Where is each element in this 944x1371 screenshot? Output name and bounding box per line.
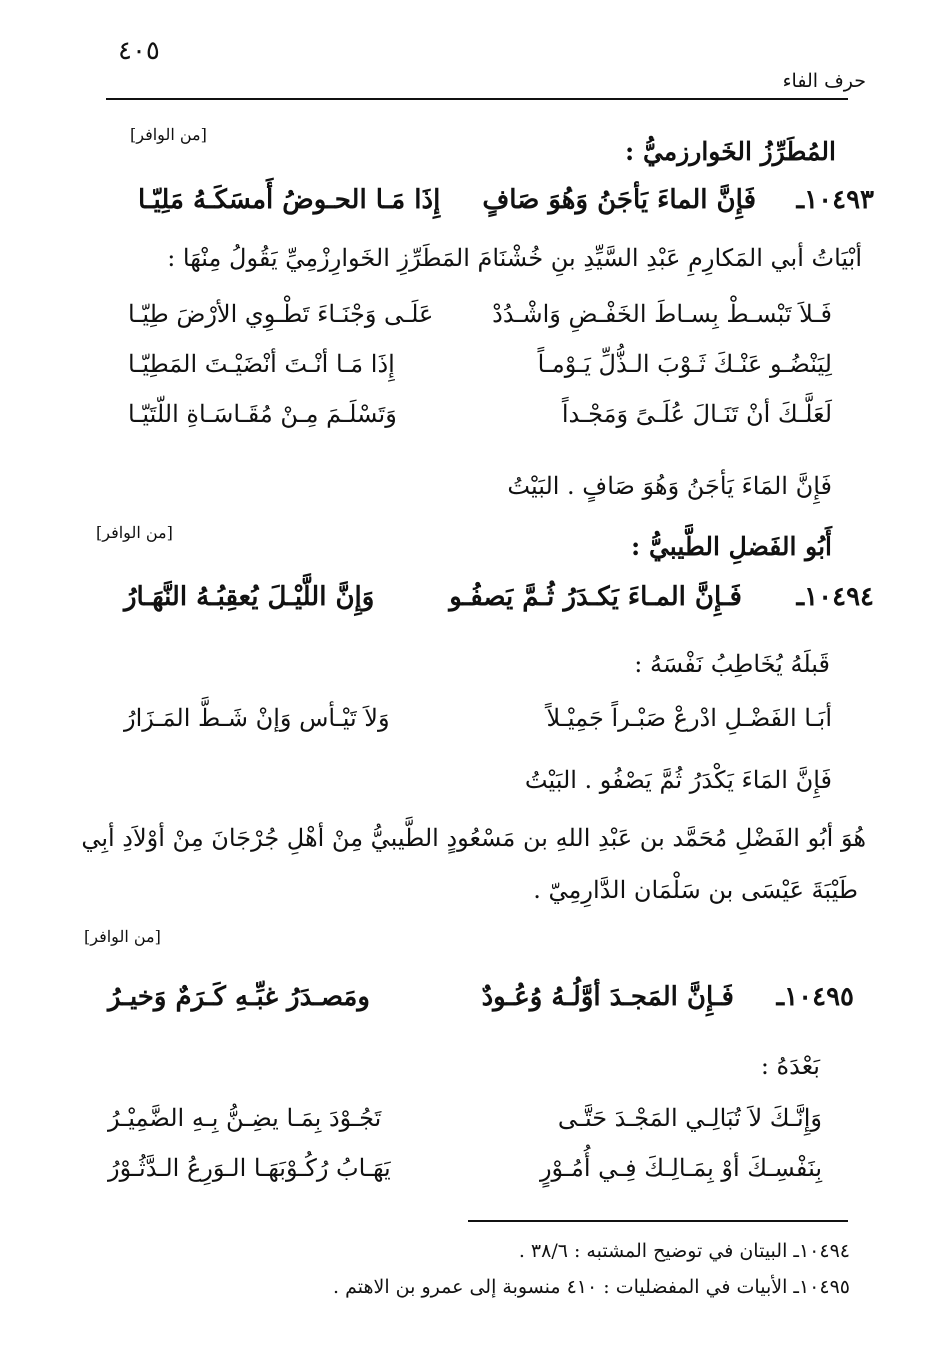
verse-line-right: لِيَنْضُـو عَنْـكَ ثَـوْبَ الـذُّلِّ يَـوْمـاً [537, 350, 832, 378]
footnote: ١٠٤٩٥ـ الأبيات في المفضليات : ٤١٠ منسوبة إلى عمرو بن الاهتم . [333, 1276, 850, 1298]
verse-number: ١٠٤٩٥ـ [776, 982, 854, 1012]
verse-hemistich-left: ومَصـدَرُ غبِّـهِ كَـرَمٌ وَخيـرُ [108, 982, 370, 1012]
page-number: ٤٠٥ [118, 36, 160, 66]
verse-line-left: وَتَسْلَـمَ مِـنْ مُقَـاسَـاةِ اللّتَيّـا [128, 400, 397, 428]
bio-text-line: هُوَ أبُو الفَضْلِ مُحَمَّد بن عَبْدِ اللهِ بن مَسْعُودٍ الطَّيبيُّ مِنْ أهْلِ جُرْجَانَ مِنْ أوْلاَدِ أبِي [81, 824, 866, 852]
verse-line-right: بِنَفْسِـكَ أوْ بِمَـالِـكَ فِـي أُمُـوْرٍ [539, 1154, 822, 1182]
section-title: حرف الفاء [782, 70, 866, 92]
footnote: ١٠٤٩٤ـ البيتان في توضيح المشتبه : ٣٨/٦ . [518, 1240, 850, 1262]
verse-line-left: عَلَـى وَجْنَـاءَ تَطْـوِي الأرْضَ طِيّـا [128, 300, 434, 328]
commentary-intro: قَبلَهُ يُخَاطِبُ نَفْسَهُ : [634, 650, 830, 678]
meter-label: [من الوافر] [84, 927, 161, 946]
verse-hemistich-right: فَـإِنَّ المـاءَ يَكـدَرُ ثُـمَّ يَصفُـو [449, 582, 742, 612]
verse-number: ١٠٤٩٤ـ [796, 582, 874, 612]
meter-label: [من الوافر] [130, 125, 207, 144]
verse-hemistich-left: وَإِنَّ اللَّيْـلَ يُعقِبُـهُ النَّهَـارُ [124, 582, 375, 612]
verse-line-left: تَجُـوْدَ بِمَـا يضِـنُّ بِـهِ الضَّمِيْـرُ [108, 1104, 382, 1132]
commentary-closing: فَإِنَّ المَاءَ يَأجَنُ وَهُوَ صَافٍ . البَيْتُ [507, 472, 832, 500]
commentary-closing: فَإِنَّ المَاءَ يَكْدَرُ ثُمَّ يَصْفُو . البَيْتُ [524, 766, 832, 794]
verse-hemistich-right: فَـإِنَّ المَجـدَ أوَّلُـهُ وُعُـودٌ [481, 982, 734, 1012]
poet-name: أَبُو الفَضلِ الطَّيبيُّ : [631, 532, 832, 561]
verse-line-right: فَـلاَ تَبْسـطْ بِسـاطَ الخَفْـضِ وَاشْـدُدْ [492, 300, 832, 328]
verse-line-left: وَلاَ تَيْـأس وَإنْ شَـطَّ المَـزَارُ [124, 704, 390, 732]
meter-label: [من الوافر] [96, 523, 173, 542]
footnote-rule [468, 1220, 848, 1222]
verse-hemistich-left: إِذَا مَـا الحـوضُ أَمسَكَـهُ مَلِيّـا [138, 185, 441, 215]
verse-line-left: يَهَـابُ رُكُـوْبَهَـا الـوَرِعُ الـدَّثُـوْرُ [108, 1154, 391, 1182]
verse-number: ١٠٤٩٣ـ [796, 185, 874, 215]
verse-hemistich-right: فَإِنَّ الماءَ يَأجَنُ وَهُوَ صَافٍ [482, 185, 756, 215]
commentary-intro: بَعْدَهُ : [760, 1052, 820, 1080]
bio-text-line: طَيْبَةَ عَيْسَى بن سَلْمَان الدَّارِمِيّ . [533, 876, 858, 904]
verse-line-right: لَعَلَّـكَ أنْ تَنَـالَ عُلَـىً وَمَجْـداً [561, 400, 832, 428]
poet-name: المُطَرِّزُ الخَوارزميُّ : [625, 137, 836, 166]
commentary-intro: أبْيَاتُ أبي المَكارِمِ عَبْدِ السَّيِّدِ بنِ خُشْنَامَ المَطَرِّزِ الخَوارِزْمِيِّ يَقُولُ مِنْهَا : [167, 244, 862, 272]
verse-line-right: وَإِنَّـكَ لاَ تُبَالِـي المَجْـدَ حَتَّـى [557, 1104, 822, 1132]
header-rule [106, 98, 848, 100]
verse-line-left: إِذَا مَـا أنْـتَ أنْضَيْـتَ المَطِيّـا [128, 350, 395, 378]
verse-line-right: أبَـا الفَضْـلِ ادْرعْ صَبْـراً جَمِيْـلاً [546, 704, 832, 732]
